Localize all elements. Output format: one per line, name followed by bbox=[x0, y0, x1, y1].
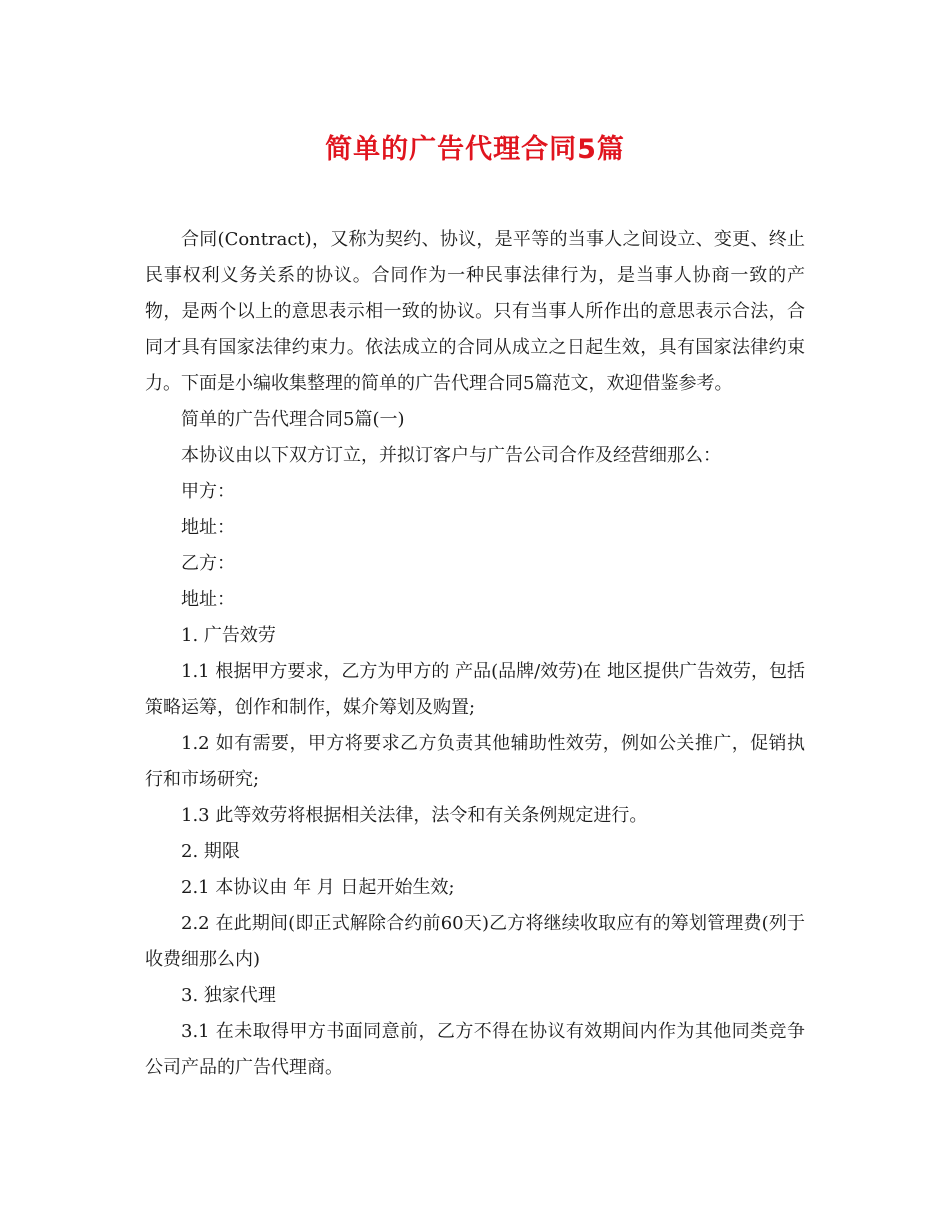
clause-1-3: 1.3 此等效劳将根据相关法律，法令和有关条例规定进行。 bbox=[181, 805, 648, 826]
section-heading: 简单的广告代理合同5篇(一) bbox=[181, 409, 405, 430]
party-a-label: 甲方： bbox=[181, 481, 235, 502]
clause-1-2: 1.2 如有需要，甲方将要求乙方负责其他辅助性效劳，例如公关推广，促销执行和市场研究; bbox=[145, 733, 805, 790]
document-title: 简单的广告代理合同5篇 bbox=[325, 134, 625, 165]
agreement-preamble: 本协议由以下双方订立，并拟订客户与广告公司合作及经营细那么： bbox=[181, 445, 721, 466]
document-body bbox=[145, 222, 805, 1086]
clause-3-heading: 3. 独家代理 bbox=[181, 985, 276, 1006]
clause-2-heading: 2. 期限 bbox=[181, 841, 240, 862]
party-b-address-label: 地址： bbox=[181, 589, 235, 610]
intro-paragraph: 合同(Contract)，又称为契约、协议，是平等的当事人之间设立、变更、终止民事权利义务关系的协议。合同作为一种民事法律行为，是当事人协商一致的产物，是两个以上的意思表示相一致的协议。只有当事人所作出的意思表示合法，合同才具有国家法律约束力。依法成立的合同从成立之日起生效，具有国家法律约束力。下面是小编收集整理的简单的广告代理合同5篇范文，欢迎借鉴参考。 bbox=[145, 229, 805, 394]
party-a-address-label: 地址： bbox=[181, 517, 235, 538]
clause-3-1: 3.1 在未取得甲方书面同意前，乙方不得在协议有效期间内作为其他同类竞争公司产品的广告代理商。 bbox=[145, 1021, 805, 1078]
clause-2-1: 2.1 本协议由 年 月 日起开始生效; bbox=[181, 877, 455, 898]
clause-1-heading: 1. 广告效劳 bbox=[181, 625, 276, 646]
party-b-label: 乙方： bbox=[181, 553, 235, 574]
clause-2-2: 2.2 在此期间(即正式解除合约前60天)乙方将继续收取应有的筹划管理费(列于收费细那么内) bbox=[145, 913, 805, 970]
clause-1-1: 1.1 根据甲方要求，乙方为甲方的 产品(品牌/效劳)在 地区提供广告效劳，包括策略运筹，创作和制作，媒介筹划及购置; bbox=[145, 661, 805, 718]
